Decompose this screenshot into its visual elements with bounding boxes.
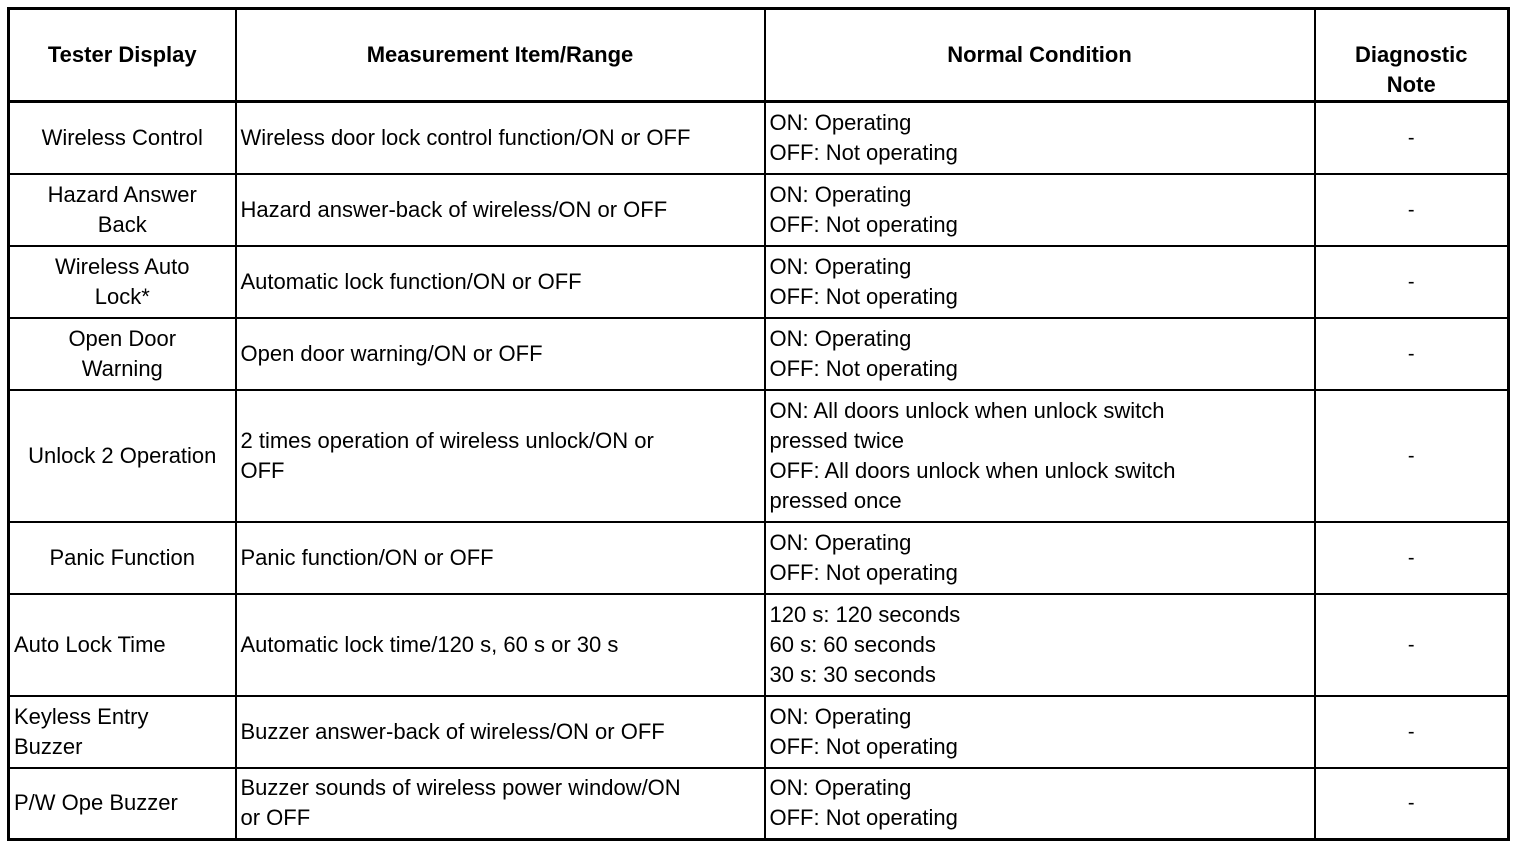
condition-line: ON: Operating (769, 253, 912, 279)
cell-tester-display: P/W Ope Buzzer (9, 768, 236, 840)
cell-measurement-item: Automatic lock time/120 s, 60 s or 30 s (236, 594, 765, 696)
condition-line: 30 s: 30 seconds (769, 661, 936, 687)
cell-measurement-item: Panic function/ON or OFF (236, 522, 765, 594)
header-tester-display (9, 9, 236, 102)
cell-diagnostic-note: - (1315, 318, 1509, 390)
condition-line: OFF: Not operating (769, 733, 958, 759)
table-row (9, 390, 1509, 522)
cell-measurement-item: 2 times operation of wireless unlock/ON or OFF (236, 390, 765, 522)
table-row (9, 594, 1509, 696)
table-header (9, 9, 1509, 102)
diagnostic-data-table (7, 7, 1510, 841)
cell-normal-condition (765, 768, 1315, 840)
header-label: Diagnostic Note (1355, 42, 1468, 97)
cell-normal-condition (765, 318, 1315, 390)
table-row (9, 174, 1509, 246)
table-row (9, 318, 1509, 390)
cell-diagnostic-note: - (1315, 696, 1509, 768)
table-body (9, 102, 1509, 840)
cell-tester-display: Auto Lock Time (9, 594, 236, 696)
cell-tester-display: Open Door Warning (9, 318, 236, 390)
condition-line: OFF: Not operating (769, 355, 958, 381)
cell-measurement-item: Buzzer sounds of wireless power window/ON or OFF (236, 768, 765, 840)
table-row (9, 768, 1509, 840)
condition-line: OFF: Not operating (769, 559, 958, 585)
cell-measurement-item: Buzzer answer-back of wireless/ON or OFF (236, 696, 765, 768)
header-label: Normal Condition (947, 42, 1132, 67)
cell-tester-display: Unlock 2 Operation (9, 390, 236, 522)
condition-line: ON: Operating (769, 703, 912, 729)
cell-measurement-item: Automatic lock function/ON or OFF (236, 246, 765, 318)
cell-diagnostic-note: - (1315, 594, 1509, 696)
condition-line: OFF: Not operating (769, 139, 958, 165)
condition-line: ON: Operating (769, 181, 912, 207)
cell-normal-condition (765, 696, 1315, 768)
cell-tester-display: Panic Function (9, 522, 236, 594)
cell-diagnostic-note: - (1315, 246, 1509, 318)
condition-line: OFF: Not operating (769, 283, 958, 309)
cell-normal-condition (765, 174, 1315, 246)
condition-line: ON: Operating (769, 109, 912, 135)
header-label: Measurement Item/Range (366, 42, 634, 67)
cell-measurement-item: Wireless door lock control function/ON or OFF (236, 102, 765, 174)
condition-line: ON: Operating (769, 775, 912, 801)
condition-line: ON: Operating (769, 529, 912, 555)
header-measurement-item (236, 9, 765, 102)
condition-line: ON: Operating (769, 325, 912, 351)
table-row (9, 522, 1509, 594)
cell-normal-condition (765, 594, 1315, 696)
table-row (9, 102, 1509, 174)
condition-line: OFF: Not operating (769, 211, 958, 237)
condition-line: OFF: All doors unlock when unlock switch pressed once (769, 457, 1176, 513)
condition-line: OFF: Not operating (769, 805, 958, 831)
cell-tester-display: Wireless Control (9, 102, 236, 174)
cell-normal-condition (765, 102, 1315, 174)
header-label: Tester Display (47, 42, 197, 67)
condition-line: ON: All doors unlock when unlock switch pressed twice (769, 397, 1165, 453)
cell-measurement-item: Open door warning/ON or OFF (236, 318, 765, 390)
header-row (9, 9, 1509, 102)
header-normal-condition (765, 9, 1315, 102)
cell-normal-condition (765, 246, 1315, 318)
cell-diagnostic-note: - (1315, 102, 1509, 174)
table-row (9, 696, 1509, 768)
cell-diagnostic-note: - (1315, 390, 1509, 522)
condition-line: 120 s: 120 seconds (769, 601, 961, 627)
cell-diagnostic-note: - (1315, 174, 1509, 246)
cell-tester-display: Wireless Auto Lock* (9, 246, 236, 318)
cell-normal-condition (765, 522, 1315, 594)
table-row (9, 246, 1509, 318)
cell-diagnostic-note: - (1315, 522, 1509, 594)
cell-measurement-item: Hazard answer-back of wireless/ON or OFF (236, 174, 765, 246)
header-diagnostic-note (1315, 9, 1509, 102)
condition-line: 60 s: 60 seconds (769, 631, 936, 657)
cell-tester-display: Keyless Entry Buzzer (9, 696, 236, 768)
cell-normal-condition (765, 390, 1315, 522)
cell-tester-display: Hazard Answer Back (9, 174, 236, 246)
cell-diagnostic-note: - (1315, 768, 1509, 840)
